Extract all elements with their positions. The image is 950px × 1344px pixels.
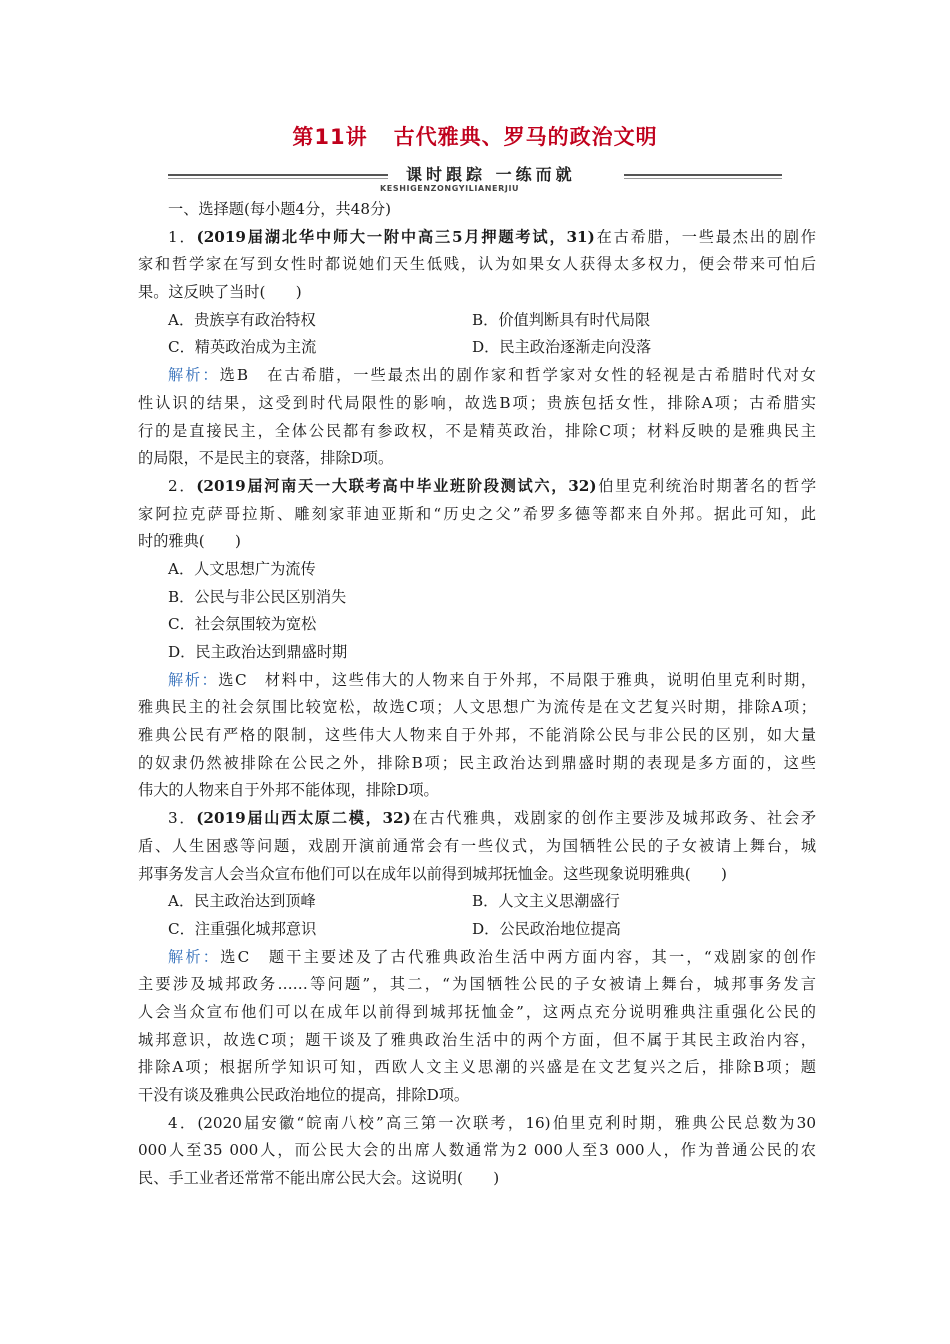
q3-number: 3． <box>168 809 197 828</box>
q3-stem-line1 <box>138 805 816 833</box>
q3-option-d: D．公民政治地位提高 <box>472 919 621 938</box>
section-header: 一、选择题(每小题4分，共48分) <box>168 200 392 218</box>
q1-answer-label: 解析： <box>168 366 220 385</box>
q3-answer-text: 选C 题干主要述及了古代雅典政治生活中两方面内容，其一，“戏剧家的创作 <box>220 947 816 966</box>
q1-answer-line1 <box>138 362 816 390</box>
q3-stem-line2: 盾、人生困惑等问题，戏剧开演前通常会有一些仪式，为国牺牲公民的子女被请上舞台，城 <box>138 836 816 855</box>
q3-stem-line3: 邦事务发言人会当众宣布他们可以在成年以前得到城邦抚恤金。这些现象说明雅典( ) <box>138 864 727 883</box>
q3-option-c: C．注重强化城邦意识 <box>168 919 317 938</box>
q4-stem-line2: 000人至35 000人，而公民大会的出席人数通常为2 000人至3 000人，作为普通公民的农 <box>138 1141 816 1160</box>
q3-options-row1 <box>138 888 816 916</box>
lesson-number: 第11讲 <box>292 125 368 149</box>
document-body <box>138 196 816 1193</box>
q3-answer-line3: 人会当众宣布他们可以在成年以前得到城邦抚恤金”，这两点充分说明雅典注重强化公民的 <box>138 1002 816 1021</box>
banner-rule-left <box>168 174 388 179</box>
q1-number: 1． <box>168 227 197 246</box>
q1-answer-line3: 行的是直接民主，全体公民都有参政权，不是精英政治，排除C项；材料反映的是雅典民主 <box>138 421 816 440</box>
banner-rule-right <box>624 174 782 179</box>
q1-answer-line4: 的局限，不是民主的衰落，排除D项。 <box>138 449 394 468</box>
q1-source: (2019届湖北华中师大一附中高三5月押题考试，31) <box>196 227 595 246</box>
q1-option-c: C．精英政治成为主流 <box>168 338 317 357</box>
q3-answer-line5: 排除A项；根据所学知识可知，西欧人文主义思潮的兴盛是在文艺复兴之后，排除B项；题 <box>138 1058 816 1077</box>
q3-stem-text: 在古代雅典，戏剧家的创作主要涉及城邦政务、社会矛 <box>410 809 816 828</box>
q4-stem-line1 <box>138 1110 816 1138</box>
q1-stem-text: 在古希腊，一些最杰出的剧作 <box>594 227 816 246</box>
q3-answer-line6: 干没有谈及雅典公民政治地位的提高，排除D项。 <box>138 1086 470 1104</box>
q2-option-a: A．人文思想广为流传 <box>168 559 316 578</box>
q2-option-b: B．公民与非公民区别消失 <box>168 587 347 606</box>
q3-answer-line1 <box>138 944 816 972</box>
q1-option-a: A．贵族享有政治特权 <box>168 310 316 329</box>
q2-source: (2019届河南天一大联考高中毕业班阶段测试六，32) <box>196 476 597 495</box>
q2-stem-line3: 时的雅典( ) <box>138 532 241 551</box>
q3-answer-label: 解析： <box>168 947 221 966</box>
q2-option-d: D．民主政治达到鼎盛时期 <box>168 643 348 661</box>
q1-answer-text: 选B 在古希腊，一些最杰出的剧作家和哲学家对女性的轻视是古希腊时代对女 <box>219 366 816 385</box>
q3-answer-line4: 城邦意识，故选C项；题干谈及了雅典政治生活中的两个方面，但不属于其民主政治内容， <box>138 1030 816 1049</box>
q2-answer-text: 选C 材料中，这些伟大的人物来自于外邦，不局限于雅典，说明伯里克利时期， <box>218 670 816 689</box>
q3-answer-line2: 主要涉及城邦政务……等问题”，其二，“为国牺牲公民的子女被请上舞台，城邦事务发言 <box>138 975 816 994</box>
section-banner <box>168 160 782 196</box>
q1-option-b: B．价值判断具有时代局限 <box>472 310 651 329</box>
q2-answer-line3: 雅典公民有严格的限制，这些伟大人物来自于外邦，不能消除公民与非公民的区别，如大量 <box>138 726 816 745</box>
q2-stem-line1 <box>138 473 816 501</box>
lesson-title <box>0 121 950 151</box>
q2-answer-label: 解析： <box>168 670 219 689</box>
q3-option-a: A．民主政治达到顶峰 <box>168 892 316 911</box>
lesson-name: 古代雅典、罗马的政治文明 <box>393 125 658 149</box>
q1-answer-line2: 性认识的结果，这受到时代局限性的影响，故选B项；贵族包括女性，排除A项；古希腊实 <box>138 393 816 412</box>
q4-stem-line3: 民、手工业者还常常不能出席公民大会。这说明( ) <box>138 1169 500 1188</box>
q1-stem-line3: 果。这反映了当时( ) <box>138 283 302 302</box>
q1-options-row1 <box>138 307 816 335</box>
q1-stem-line1 <box>138 224 816 252</box>
q3-options-row2 <box>138 916 816 944</box>
banner-label: 课时跟踪 一练而就 <box>406 165 576 184</box>
q4-number: 4． <box>168 1113 198 1132</box>
q2-answer-line2: 雅典民主的社会氛围比较宽松，故选C项；人文思想广为流传是在文艺复兴时期，排除A项； <box>138 698 816 717</box>
q3-option-b: B．人文主义思潮盛行 <box>472 892 620 911</box>
q1-options-row2 <box>138 334 816 362</box>
q2-answer-line5: 伟大的人物来自于外邦不能体现，排除D项。 <box>138 781 439 800</box>
q2-stem-text: 伯里克利统治时期著名的哲学 <box>596 476 816 495</box>
q2-option-c: C．社会氛围较为宽松 <box>168 615 317 634</box>
q2-number: 2． <box>168 476 197 495</box>
q2-stem-line2: 家阿拉克萨哥拉斯、雕刻家菲迪亚斯和“历史之父”希罗多德等都来自外邦。据此可知，此 <box>138 504 816 523</box>
q2-answer-line1 <box>138 667 816 695</box>
q3-source: (2019届山西太原二模，32) <box>196 809 411 828</box>
q4-stem-text: (2020届安徽“皖南八校”高三第一次联考，16)伯里克利时期，雅典公民总数为30 <box>197 1113 816 1132</box>
q1-stem-line2: 家和哲学家在写到女性时都说她们天生低贱，认为如果女人获得太多权力，便会带来可怕后 <box>138 255 816 274</box>
q2-answer-line4: 的奴隶仍然被排除在公民之外，排除B项；民主政治达到鼎盛时期的表现是多方面的，这些 <box>138 753 816 772</box>
banner-pinyin: KESHIGENZONGYILIANERJIU <box>380 184 520 193</box>
q1-option-d: D．民主政治逐渐走向没落 <box>472 338 652 357</box>
